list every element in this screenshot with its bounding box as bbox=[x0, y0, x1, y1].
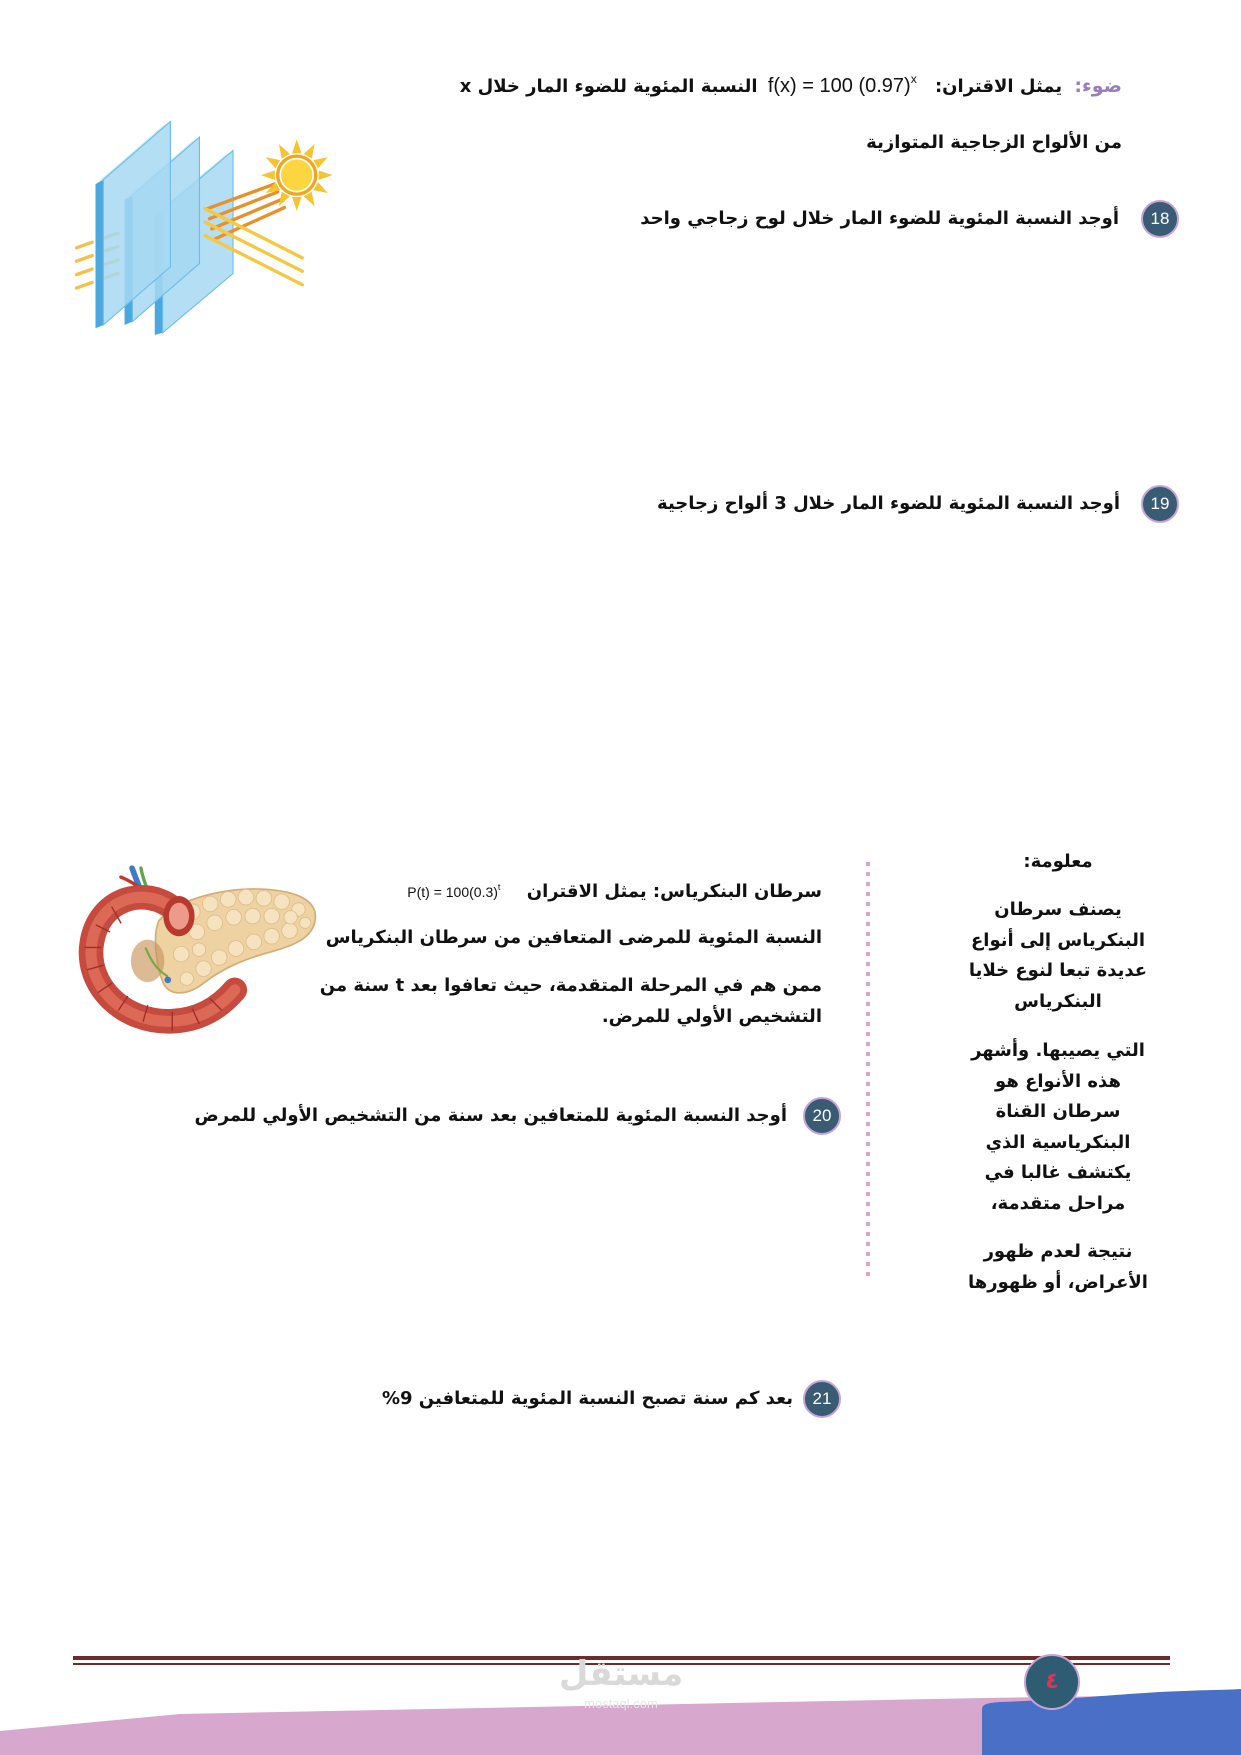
cancer-description-line: التشخيص الأولي للمرض. bbox=[601, 1006, 822, 1027]
stomach-opening bbox=[163, 896, 194, 936]
info-line: الأعراض، أو ظهورها bbox=[968, 1271, 1148, 1293]
page-number: ٤ bbox=[1024, 1654, 1080, 1710]
sun-icon bbox=[261, 139, 333, 211]
info-line: التي يصيبها. وأشهر bbox=[971, 1040, 1145, 1061]
info-line: البنكرياسية الذي bbox=[985, 1131, 1131, 1153]
glass-panes-illustration bbox=[73, 117, 336, 335]
cancer-lead: سرطان البنكرياس: يمثل الاقتران bbox=[526, 881, 822, 902]
light-intro-line bbox=[460, 74, 1122, 99]
cancer-description-line: ممن هم في المرحلة المتقدمة، حيث تعافوا بعد t سنة من bbox=[319, 975, 822, 996]
light-label: ضوء: bbox=[1074, 75, 1122, 97]
info-line: يصنف سرطان bbox=[994, 899, 1122, 920]
light-intro-line-2: من الألواح الزجاجية المتوازية bbox=[866, 132, 1122, 153]
question-19-number: 19 bbox=[1141, 485, 1179, 523]
question-21-text: بعد كم سنة تصبح النسبة المئوية للمتعافين 9% bbox=[381, 1388, 793, 1409]
light-lead: يمثل الاقتران: bbox=[934, 76, 1063, 97]
cancer-formula bbox=[407, 880, 500, 904]
cancer-description-line: النسبة المئوية للمرضى المتعافين من سرطان البنكرياس bbox=[325, 927, 822, 948]
cancer-formula-base: P(t) = 100(0.3) bbox=[407, 884, 498, 900]
info-paragraph-1 bbox=[928, 895, 1188, 1017]
light-formula-base: f(x) = 100 (0.97) bbox=[767, 75, 911, 97]
info-line: هذه الأنواع هو bbox=[995, 1070, 1121, 1092]
cancer-intro-line bbox=[407, 880, 822, 904]
info-line: نتيجة لعدم ظهور bbox=[983, 1241, 1133, 1262]
pancreas-illustration bbox=[78, 867, 319, 1029]
question-20-number: 20 bbox=[803, 1097, 841, 1135]
cancer-formula-exponent: t bbox=[497, 882, 501, 892]
info-box-title: معلومة: bbox=[1023, 851, 1093, 872]
info-line: البنكرياس bbox=[1014, 990, 1102, 1012]
info-line: مراحل متقدمة، bbox=[990, 1192, 1126, 1214]
question-21-number: 21 bbox=[803, 1380, 841, 1418]
question-18-number: 18 bbox=[1141, 200, 1179, 238]
light-formula bbox=[768, 74, 917, 98]
question-19-text: أوجد النسبة المئوية للضوء المار خلال 3 ألواح زجاجية bbox=[657, 493, 1120, 514]
question-20-text: أوجد النسبة المئوية للمتعافين بعد سنة من التشخيص الأولي للمرض bbox=[194, 1105, 787, 1126]
light-formula-exponent: x bbox=[910, 72, 917, 86]
dotted-divider bbox=[866, 862, 870, 1276]
info-line: عديدة تبعا لنوع خلايا bbox=[968, 960, 1148, 981]
info-line: البنكرياس إلى أنواع bbox=[971, 929, 1145, 951]
light-description: النسبة المئوية للضوء المار خلال x bbox=[459, 76, 758, 97]
info-paragraph-2 bbox=[928, 1036, 1188, 1219]
question-18-text: أوجد النسبة المئوية للضوء المار خلال لوح زجاجي واحد bbox=[640, 208, 1119, 229]
watermark-logo: مستقل bbox=[558, 1654, 684, 1694]
watermark-url: mostaql.com bbox=[584, 1696, 658, 1711]
info-line: سرطان القناة bbox=[995, 1101, 1121, 1122]
info-line: يكتشف غالبا في bbox=[984, 1162, 1132, 1183]
info-paragraph-3 bbox=[928, 1237, 1188, 1298]
